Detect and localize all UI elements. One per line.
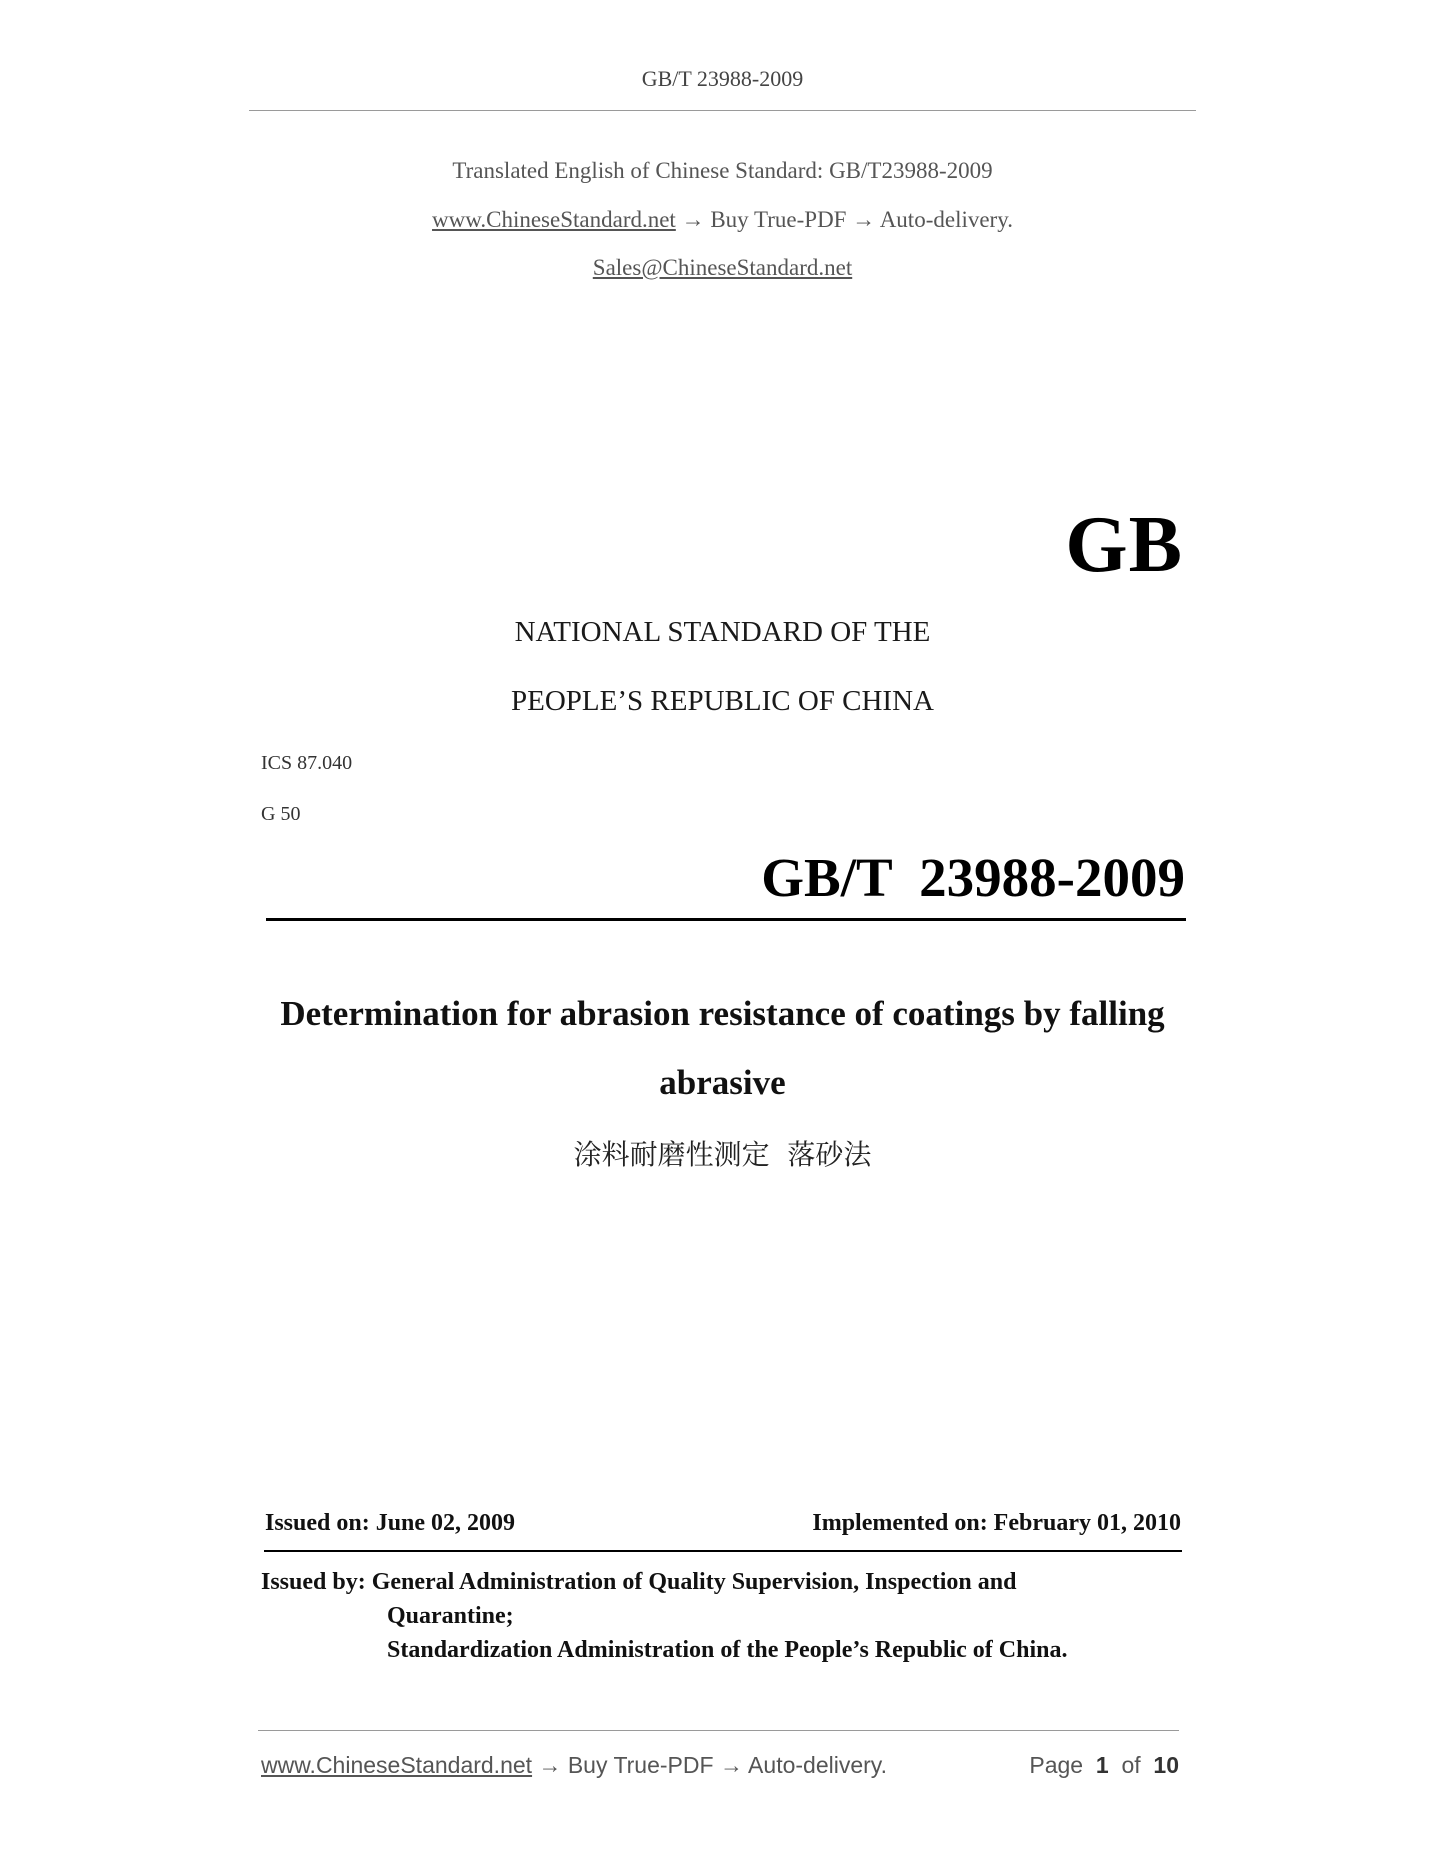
issued-by-line-1: Issued by: General Administration of Quality Supervision, Inspection and [261, 1569, 1017, 1595]
ccs-code: G 50 [261, 803, 301, 825]
national-standard-line-1: NATIONAL STANDARD OF THE [514, 616, 931, 648]
issued-date: Issued on: June 02, 2009 [265, 1510, 516, 1536]
translation-notice: Translated English of Chinese Standard: GB/T23988-2009 [452, 158, 993, 183]
page-indicator [1029, 1752, 1179, 1779]
standard-code: GB/T 23988-2009 [761, 847, 1185, 908]
footer-buy-text: → Buy True-PDF → Auto-delivery. [538, 1752, 887, 1778]
page-total: 10 [1153, 1752, 1179, 1778]
ics-code: ICS 87.040 [261, 752, 353, 774]
issued-by-line-3: Standardization Administration of the People’s Republic of China. [387, 1637, 1068, 1663]
promo-line [0, 207, 1445, 233]
dates-rule [264, 1550, 1182, 1552]
footer-divider [258, 1730, 1179, 1731]
site-link[interactable]: www.ChineseStandard.net [432, 207, 676, 232]
title-english-line-2: abrasive [659, 1063, 786, 1102]
standard-code-rule [266, 918, 1186, 921]
header-divider [249, 110, 1196, 111]
email-line [0, 255, 1445, 281]
issued-by-line-2: Quarantine; [387, 1603, 514, 1629]
running-header: GB/T 23988-2009 [641, 66, 804, 91]
page-label: Page [1029, 1752, 1084, 1778]
footer-site-link[interactable]: www.ChineseStandard.net [261, 1752, 533, 1778]
national-standard-line-2: PEOPLE’S REPUBLIC OF CHINA [511, 685, 934, 717]
implemented-date: Implemented on: February 01, 2010 [812, 1510, 1181, 1536]
page-current: 1 [1095, 1752, 1109, 1778]
of-label: of [1121, 1752, 1141, 1778]
title-chinese: 涂料耐磨性测定 落砂法 [573, 1138, 872, 1171]
title-english-line-1: Determination for abrasion resistance of coatings by falling [280, 994, 1165, 1033]
sales-email-link[interactable]: Sales@ChineseStandard.net [592, 255, 853, 280]
gb-logo: GB [1065, 501, 1183, 589]
buy-text: → Buy True-PDF → Auto-delivery. [681, 207, 1013, 232]
issuing-authority [261, 1565, 1068, 1667]
footer-promo [261, 1752, 887, 1779]
